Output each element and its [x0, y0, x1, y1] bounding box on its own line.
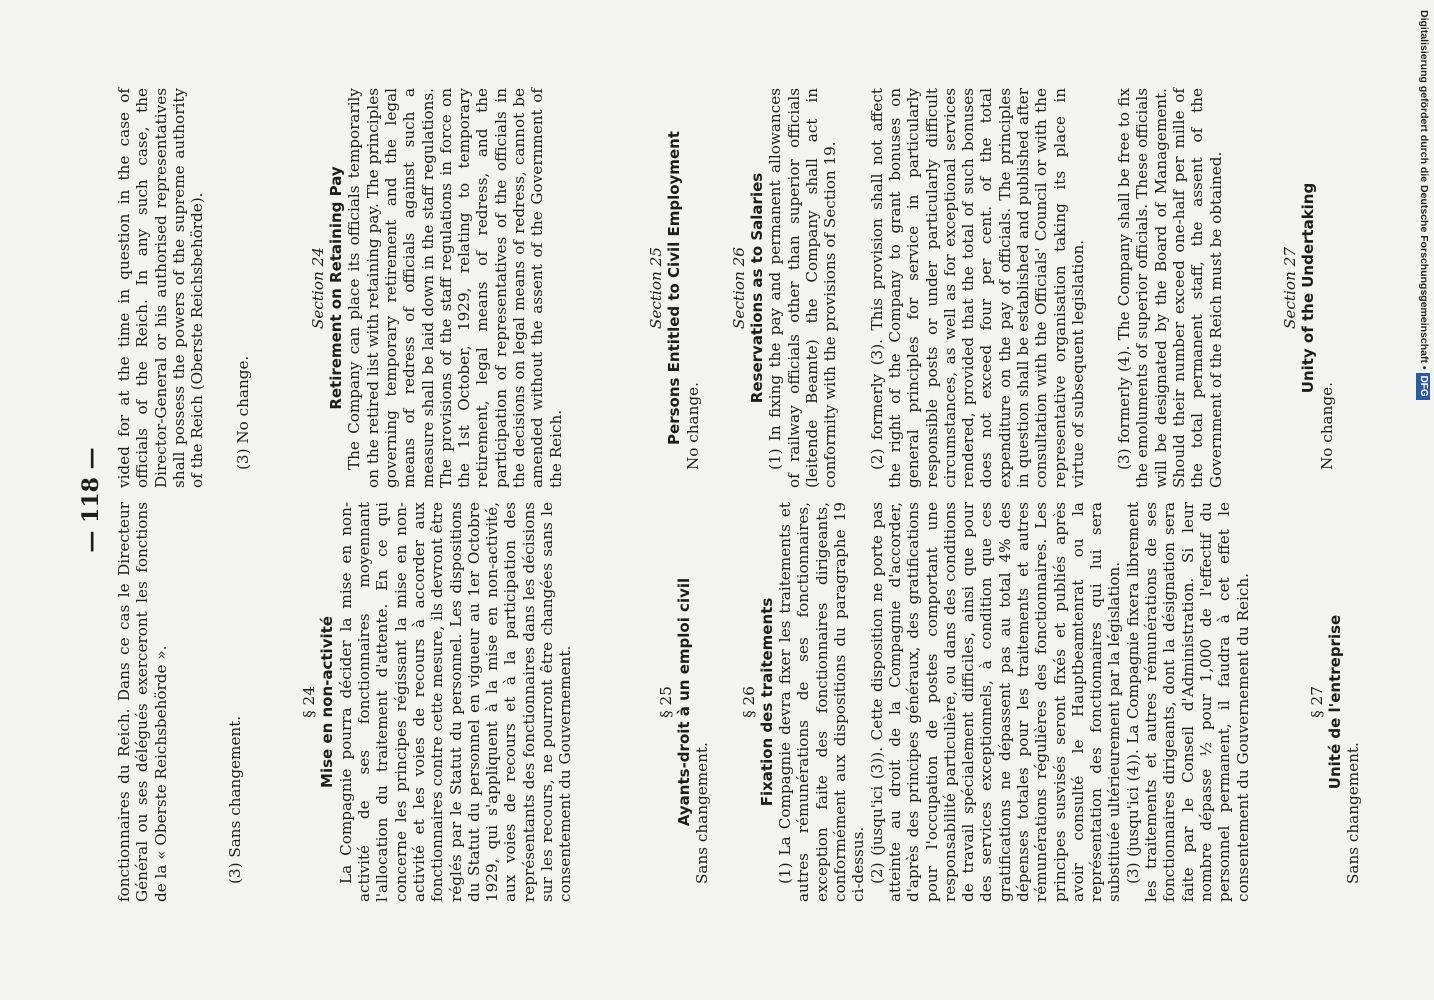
fr-s27-text: Sans changement.	[1344, 742, 1363, 884]
en-s26-p1: (1) In fixing the pay and permanent allowances of railway officials other than superior officials (leitende Beamte) the Company shall act in conformity with the provisions of Section 19.	[766, 88, 840, 488]
digitization-sidebar	[1412, 10, 1434, 430]
fr-s26-number: § 26	[739, 686, 758, 718]
en-s24-text: The Company can place its officials temporarily on the retired list with retaining pay. The principles governing temporary retirement and the legal means of redress of officials against such a measure shall be laid down in the staff regulations. The provisions of the staff regulations in force on the 1st October, 1929, relating to temporary retirement, legal means of redress, and the participation of representatives of the officials in the decisions on legal means of redress, cannot be amended without the assent of the Government of the Reich.	[345, 88, 565, 488]
en-s26-p3: (3) formerly (4). The Company shall be free to fix the emoluments of superior officials. These officials will be designated by the Board of Management. Should their number exceed one-half per mille of the total permanent staff, the assent of the Government of the Reich must be obtained.	[1115, 88, 1225, 488]
fr-s24-number: § 24	[300, 686, 319, 718]
en-intro: vided for at the time in question in the case of officials of the Reich. In any such case, the Director-General or his authorised representatives shall possess the powers of the supreme authority of the Reich (Oberste Reichsbehörde).	[115, 88, 207, 488]
en-s27-title: Unity of the Undertaking	[1299, 182, 1318, 394]
en-s25-number: Section 25	[646, 247, 665, 329]
en-s24-number: Section 24	[308, 247, 327, 329]
fr-s26-title: Fixation des traitements	[757, 597, 776, 807]
en-s26-title: Reservations as to Salaries	[748, 172, 767, 404]
en-s27-number: Section 27	[1280, 247, 1299, 329]
en-item-3: (3) No change.	[234, 355, 253, 470]
dfg-badge: DFG	[1416, 373, 1430, 400]
fr-s25-text: Sans changement.	[693, 742, 712, 884]
sidebar-caption: Digitalisierung gefördert durch die Deutsche Forschungsgemeinschaft •	[1418, 10, 1430, 370]
en-s27-text: No change.	[1317, 382, 1336, 470]
french-column	[115, 502, 1363, 902]
fr-s26-p2: (2) (jusqu'ici (3)). Cette disposition ne porte pas atteinte au droit de la Compagnie d'accorder, d'après des principes généraux, des gratifications pour l'occupation de postes comportant une responsabilité particulière, ou dans des conditions de travail spécialement difficiles, ainsi que pour des services exceptionnels, à condition que ces gratifications ne dépassent pas au total 4% des dépenses totales pour les traitements et autres rémunérations régulières des fonctionnaires. Les principes susvisés seront fixés et publiés après avoir consulté le Hauptbeamtenrat ou la représentation des fonctionnaires qui lui sera substituée ultérieurement par la législation.	[867, 502, 1124, 902]
sidebar-text	[1412, 10, 1434, 430]
english-column	[115, 88, 1336, 488]
fr-s27-number: § 27	[1307, 686, 1326, 718]
fr-s26-p1: (1) La Compagnie devra fixer les traitements et autres rémunérations de ses fonctionnaires, exception faite des fonctionnaires dirigeants, conformément aux dispositions du paragraphe 19 ci-dessus.	[776, 502, 868, 902]
fr-s24-text: La Compagnie pourra décider la mise en non-activité de ses fonctionnaires moyennant l'allocation du traitement d'attente. En ce qui concerne les principes régissant la mise en non-activité et les voies de recours à accorder aux fonctionnaires contre cette mesure, ils devront être réglés par le Statut du personnel. Les dispositions du Statut du personnel en vigueur au 1er Octobre 1929, qui s'appliquent à la mise en non-activité, aux voies de recours et à la participation des représentants des fonctionnaires dans les décisions sur les recours, ne pourront être changées sans le consentement du Gouvernement.	[336, 502, 575, 902]
en-s26-number: Section 26	[729, 247, 748, 329]
fr-s25-title: Ayants-droit à un emploi civil	[674, 577, 693, 827]
fr-item-3: (3) Sans changement.	[225, 715, 244, 884]
fr-s26-p3: (3) (jusqu'ici (4)). La Compagnie fixera librement les traitements et autres rémunérations de ses fonctionnaires dirigeants, dont la désignation sera faite par le Conseil d'Administration. Si leur nombre dépasse ½ pour 1,000 de l'effectif du personnel permanent, il faudra à cet effet le consentement du Gouvernement du Reich.	[1123, 502, 1252, 902]
en-s25-title: Persons Entitled to Civil Employment	[665, 131, 684, 445]
page-number: — 118 —	[78, 447, 104, 553]
en-s25-text: No change.	[683, 382, 702, 470]
fr-s25-number: § 25	[656, 686, 675, 718]
fr-s27-title: Unité de l'entreprise	[1326, 614, 1345, 790]
fr-intro: fonctionnaires du Reich. Dans ce cas le Directeur Général ou ses délégués exerceront les fonctions de la « Oberste Reichsbehörde ».	[115, 502, 170, 902]
en-s26-p2: (2) formerly (3). This provision shall not affect the right of the Company to grant bonuses on general principles for service in particularly responsible posts or under particularly difficult circumstances, as well as for exceptional services rendered, provided that the total of such bonuses does not exceed four per cent. of the total expenditure on the pay of officials. The principles in question shall be established and published after consultation with the Officials' Council or with the representative organisation taking its place in virtue of subsequent legislation.	[867, 88, 1087, 488]
fr-s24-title: Mise en non-activité	[318, 616, 337, 788]
en-s24-title: Retirement on Retaining Pay	[327, 166, 346, 410]
